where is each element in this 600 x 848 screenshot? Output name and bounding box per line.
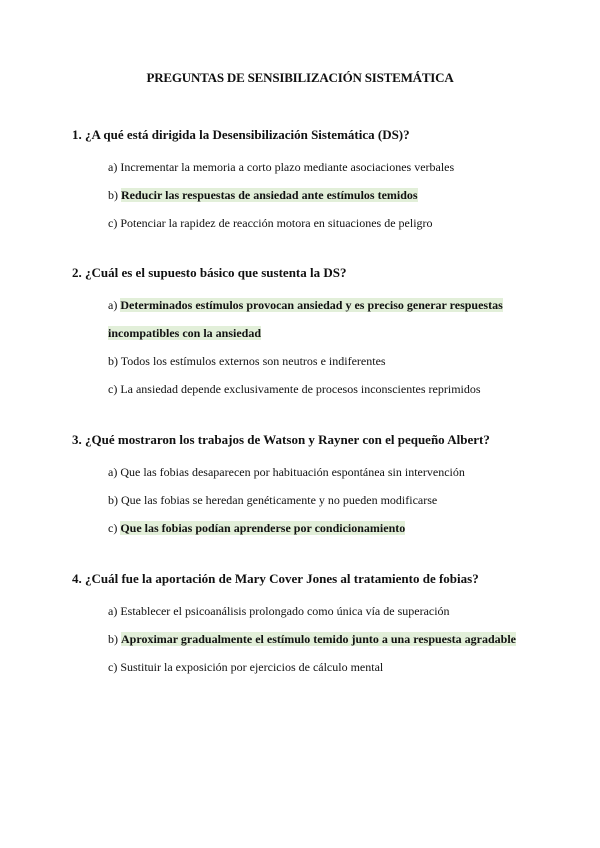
options-list <box>72 597 552 681</box>
option-prefix: c) <box>108 216 121 230</box>
option-prefix: b) <box>108 354 121 368</box>
option-prefix: c) <box>108 660 121 674</box>
question-title: 3. ¿Qué mostraron los trabajos de Watson y Rayner con el pequeño Albert? <box>72 432 490 447</box>
page-title: PREGUNTAS DE SENSIBILIZACIÓN SISTEMÁTICA <box>146 70 454 85</box>
option-c <box>108 375 552 403</box>
options-list <box>72 291 552 403</box>
option-prefix: c) <box>108 382 121 396</box>
option-c <box>108 209 552 237</box>
question-title: 4. ¿Cuál fue la aportación de Mary Cover Jones al tratamiento de fobias? <box>72 571 479 586</box>
question-2 <box>72 263 552 403</box>
option-b <box>108 347 552 375</box>
question-4 <box>72 569 552 681</box>
option-prefix: b) <box>108 632 121 646</box>
options-list <box>72 458 552 542</box>
option-text: Todos los estímulos externos son neutros e indiferentes <box>120 354 386 368</box>
question-3 <box>72 430 552 542</box>
option-prefix: a) <box>108 160 121 174</box>
option-prefix: b) <box>108 188 121 202</box>
option-b <box>108 181 552 209</box>
option-prefix: a) <box>108 298 121 312</box>
option-text: La ansiedad depende exclusivamente de procesos inconscientes reprimidos <box>120 382 481 396</box>
option-a <box>108 597 552 625</box>
option-prefix: b) <box>108 493 121 507</box>
question-title: 1. ¿A qué está dirigida la Desensibilización Sistemática (DS)? <box>72 127 410 142</box>
correct-answer-highlight: Que las fobias podían aprenderse por condicionamiento <box>120 521 406 535</box>
option-text: Potenciar la rapidez de reacción motora en situaciones de peligro <box>120 216 433 230</box>
option-prefix: a) <box>108 604 121 618</box>
option-text: Sustituir la exposición por ejercicios de cálculo mental <box>120 660 384 674</box>
option-text: Que las fobias desaparecen por habituación espontánea sin intervención <box>120 465 465 479</box>
option-text: Que las fobias se heredan genéticamente y no pueden modificarse <box>121 493 438 507</box>
option-text: Incrementar la memoria a corto plazo mediante asociaciones verbales <box>120 160 455 174</box>
option-c <box>108 514 552 542</box>
correct-answer-highlight: Determinados estímulos provocan ansiedad y es preciso generar respuestas incompatibles con la ansiedad <box>108 298 503 340</box>
option-b <box>108 625 552 653</box>
question-1 <box>72 125 552 237</box>
option-a <box>108 153 552 181</box>
correct-answer-highlight: Reducir las respuestas de ansiedad ante estímulos temidos <box>121 188 418 202</box>
options-list <box>72 153 552 237</box>
option-a <box>108 291 510 347</box>
option-text: Establecer el psicoanálisis prolongado como única vía de superación <box>120 604 450 618</box>
option-a <box>108 458 552 486</box>
option-b <box>108 486 552 514</box>
option-prefix: c) <box>108 521 121 535</box>
question-title: 2. ¿Cuál es el supuesto básico que sustenta la DS? <box>72 265 347 280</box>
option-prefix: a) <box>108 465 121 479</box>
correct-answer-highlight: Aproximar gradualmente el estímulo temido junto a una respuesta agradable <box>121 632 516 646</box>
option-c <box>108 653 552 681</box>
